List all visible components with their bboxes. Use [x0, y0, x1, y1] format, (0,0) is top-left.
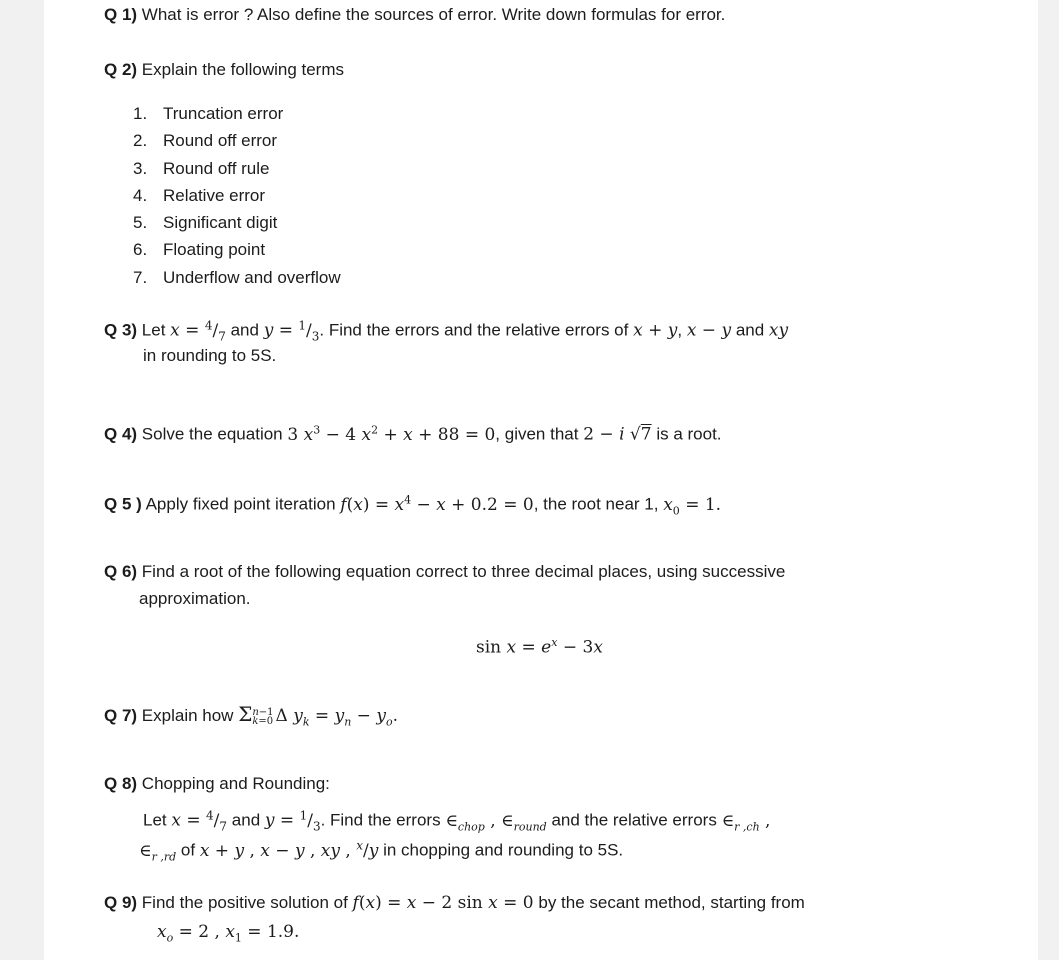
math-expression: $x_0 = 1$. [663, 494, 722, 518]
list-item: 5. Significant digit [133, 213, 278, 233]
question-4: Q 4) Solve the equation 3 $x^3 - 4$ $x^2 + x + 88 = 0$, given that 2 − i √7 is a root. [104, 423, 722, 445]
math-expression: $\in_{r ,ch}$ , [721, 810, 771, 834]
question-label: Q 9) [104, 893, 138, 912]
question-3-line-2: in rounding to 5S. [143, 346, 277, 365]
math-expression: x [633, 320, 643, 341]
math-expression: 3 $x^3 - 4$ $x^2 + x + 88 = 0$ [287, 423, 496, 445]
question-9-line-2 [157, 921, 299, 949]
math-expression: x [170, 320, 180, 341]
question-label: Q 1) [104, 5, 138, 24]
math-expression: $x_o = 2$ , $x_1 = 1.9$. [157, 922, 300, 945]
math-expression: 2 − i √7 [583, 424, 652, 445]
question-6: Q 6) Find a root of the following equation correct to three decimal places, using successive [104, 562, 786, 581]
fraction: $^4/_7$ [206, 808, 228, 834]
list-item: 3. Round off rule [133, 158, 270, 178]
question-5: Q 5 ) Apply fixed point iteration $f(x) = x^4 - x + 0.2 = 0$, the root near 1, $x_0 = 1$. [104, 493, 722, 518]
question-label: Q 5 ) [104, 494, 142, 514]
question-label: Q 6) [104, 562, 138, 581]
question-label: Q 2) [104, 60, 138, 79]
equation-sin-x: $\sin x = e^x - 3x$ [476, 636, 603, 658]
question-text: What is error ? Also define the sources of error. Write down formulas for error. [141, 5, 726, 24]
list-item: 2. Round off error [133, 131, 278, 151]
fraction: $^1/_3$ [299, 808, 321, 834]
question-8-line-3: $\in_{r ,rd}$ of x + y , x − y , xy , $^x$/y in chopping and rounding to 5S. [139, 838, 624, 864]
math-expression: $f(x) = x^4 - x + 0.2 = 0$ [340, 493, 534, 515]
question-1 [104, 4, 725, 26]
math-expression: Σn−1 k=0 Δ $y_k = y_n - y_o$. [238, 702, 398, 729]
question-6-line-2: approximation. [139, 589, 251, 608]
question-2 [104, 59, 344, 81]
math-expression: x + y , x − y , xy , $^x$/y [199, 838, 379, 861]
list-item: 7. Underflow and overflow [133, 267, 341, 287]
list-item: 1. Truncation error [133, 104, 284, 123]
math-expression: $\in_{r ,rd}$ [139, 840, 177, 864]
terms-list [133, 103, 341, 294]
question-7: Q 7) Explain how Σn−1 k=0 Δ $y_k = y_n - y_o$. [104, 702, 398, 729]
question-label: Q 4) [104, 424, 138, 444]
question-3: Q 3) Let $x = ^4/_7$ and $y = ^1/_3$. Find the errors and the relative errors of x + y, x − y and xy [104, 318, 789, 344]
question-9: Q 9) Find the positive solution of f(x) = x − 2 sin x = 0 by the secant method, starting from [104, 893, 805, 913]
question-label: Q 8) [104, 774, 138, 793]
question-text: Explain the following terms [141, 60, 345, 79]
math-expression: xy [768, 320, 789, 341]
fraction: $^1/_3$ [298, 318, 320, 344]
question-label: Q 3) [104, 320, 138, 340]
math-expression: $\in_{chop}$ , $\in_{round}$ [445, 810, 547, 834]
list-item: 6. Floating point [133, 240, 266, 260]
question-8: Q 8) Chopping and Rounding: [104, 774, 330, 793]
fraction: $^4/_7$ [204, 318, 226, 344]
math-expression: x [686, 320, 697, 341]
question-8-line-2: Let $x = ^4/_7$ and $y = ^1/_3$. Find the errors $\in_{chop}$ , $\in_{round}$ and the relative errors $\in_{r ,ch}$ , [143, 808, 771, 834]
question-label: Q 7) [104, 706, 138, 725]
list-item: 4. Relative error [133, 185, 266, 205]
math-expression: f(x) = x − 2 sin x = 0 [352, 893, 534, 913]
